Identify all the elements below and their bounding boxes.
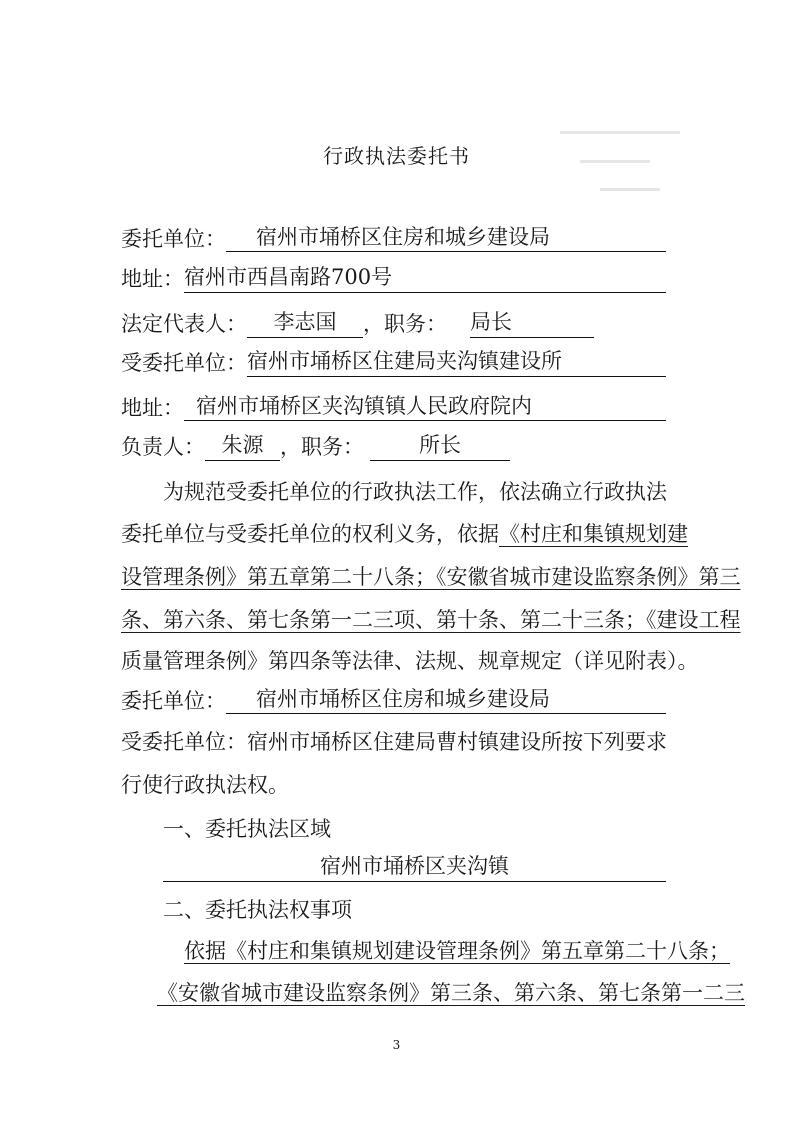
delegator-value: 宿州市埇桥区住房和城乡建设局 bbox=[226, 222, 666, 252]
delegator2-value: 宿州市埇桥区住房和城乡建设局 bbox=[226, 684, 666, 714]
delegator-label: 委托单位： bbox=[121, 227, 226, 251]
head-position-label: ，职务： bbox=[280, 435, 364, 459]
law-reference: 《村庄和集镇规划建 bbox=[499, 522, 688, 546]
legal-rep-position: 局长 bbox=[470, 307, 594, 338]
paragraph-line: 行使行政执法权。 bbox=[121, 773, 289, 797]
law-reference-line: 设管理条例》第五章第二十八条；《安徽省城市建设监察条例》第三 bbox=[121, 565, 741, 589]
paragraph-line: 质量管理条例》第四条等法律、法规、规章规定（详见附表）。 bbox=[121, 649, 699, 673]
delegator2-label: 委托单位： bbox=[121, 689, 226, 713]
legal-rep-label: 法定代表人： bbox=[121, 312, 247, 336]
paragraph-line: 受委托单位：宿州市埇桥区住建局曹村镇建设所按下列要求 bbox=[121, 730, 667, 754]
head-value: 朱源 bbox=[205, 430, 280, 461]
bleed-through-mark bbox=[600, 188, 660, 191]
law-reference-line: 条、第六条、第七条第一二三项、第十条、第二十三条；《建设工程 bbox=[121, 608, 741, 632]
law-reference-line: 《安徽省城市建设监察条例》第三条、第六条、第七条第一二三 bbox=[157, 981, 745, 1005]
document-title: 行政执法委托书 bbox=[323, 144, 470, 168]
legal-rep-value: 李志国 bbox=[247, 307, 363, 338]
delegate-value: 宿州市埇桥区住建局夹沟镇建设所 bbox=[247, 346, 666, 377]
paragraph-line: 为规范受委托单位的行政执法工作，依法确立行政执法 bbox=[163, 480, 667, 504]
delegate-label: 受委托单位： bbox=[121, 351, 247, 375]
address2-value: 宿州市埇桥区夹沟镇镇人民政府院内 bbox=[184, 391, 666, 421]
section1-value: 宿州市埇桥区夹沟镇 bbox=[163, 851, 666, 882]
bleed-through-mark bbox=[560, 131, 680, 134]
head-label: 负责人： bbox=[121, 435, 205, 459]
section1-heading: 一、委托执法区域 bbox=[163, 817, 331, 841]
address1-value: 宿州市西昌南路700号 bbox=[184, 262, 666, 293]
page-number: 3 bbox=[392, 1038, 401, 1052]
paragraph-line bbox=[121, 517, 688, 551]
legal-rep-position-label: ，职务： bbox=[363, 312, 447, 336]
section2-heading: 二、委托执法权事项 bbox=[163, 898, 352, 922]
head-position: 所长 bbox=[370, 430, 510, 461]
paragraph-text: 委托单位与受委托单位的权利义务，依据 bbox=[121, 522, 499, 546]
law-reference-line: 依据《村庄和集镇规划建设管理条例》第五章第二十八条； bbox=[184, 939, 730, 963]
address2-label: 地址： bbox=[121, 396, 184, 420]
address1-label: 地址： bbox=[121, 267, 184, 291]
